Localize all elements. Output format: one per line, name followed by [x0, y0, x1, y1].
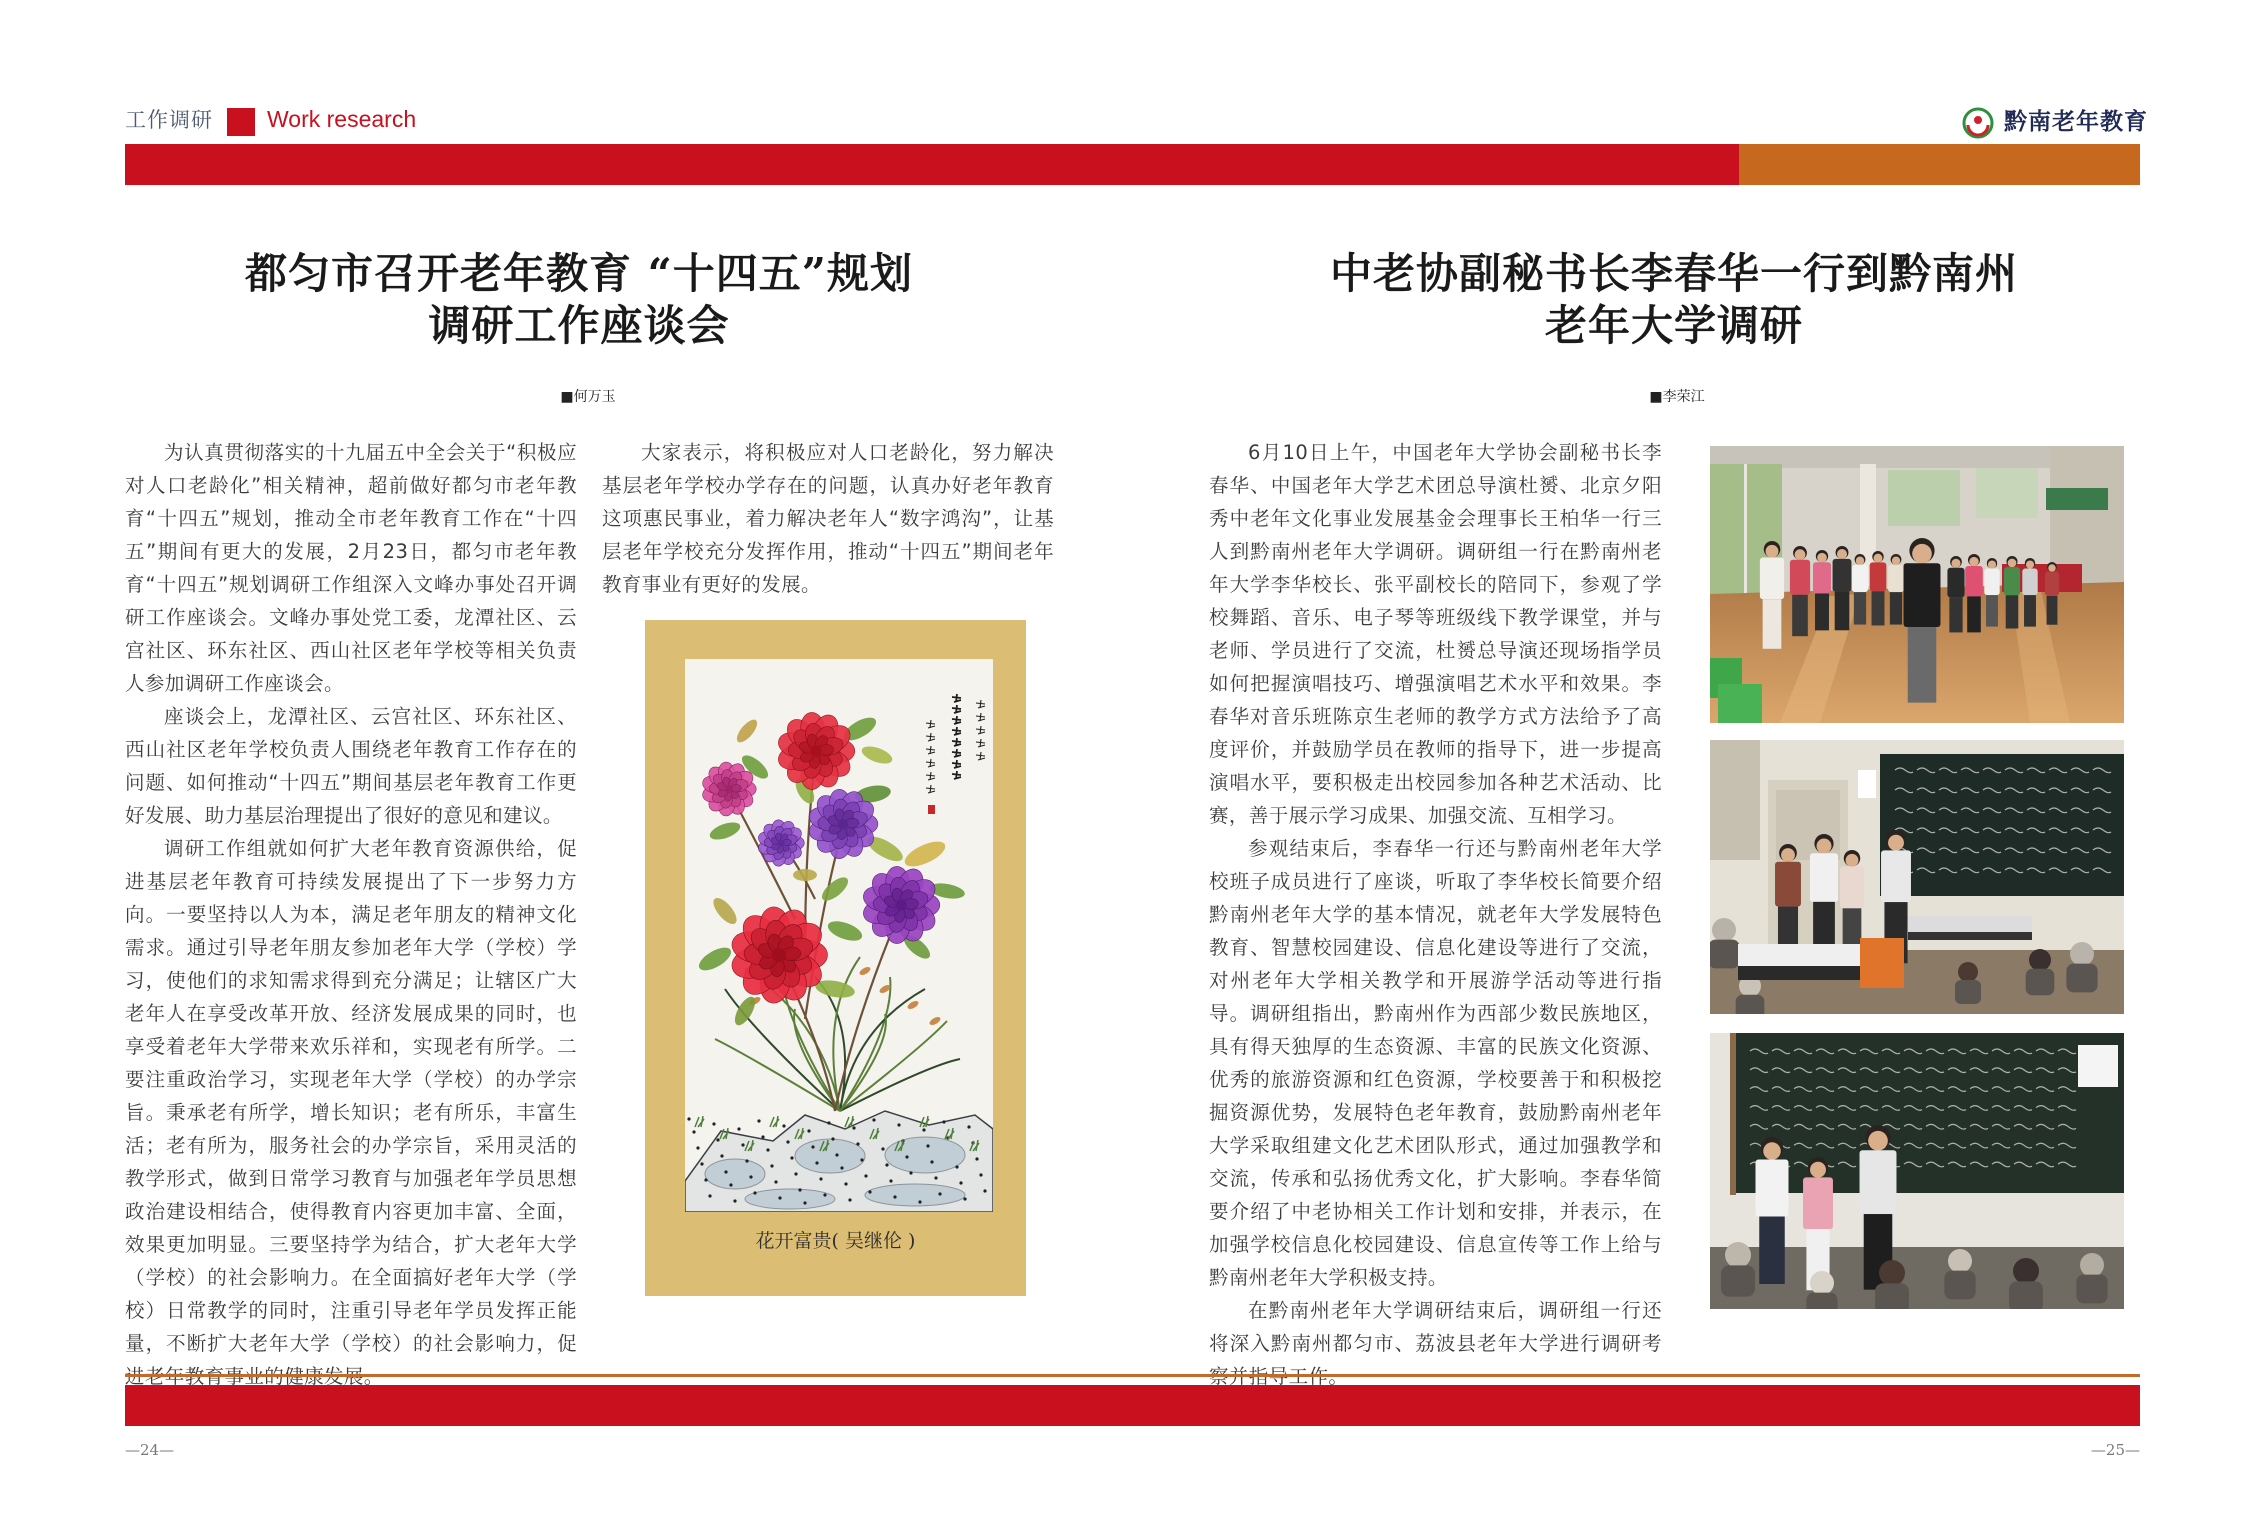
dance-student-legs: [1986, 595, 1998, 627]
dance-student-legs: [1815, 593, 1829, 630]
classroom-talk-photo: [1710, 1033, 2124, 1309]
moss-dot: [959, 1181, 962, 1184]
student-head-shoulders: [2066, 964, 2097, 993]
moss-dot: [798, 1188, 801, 1191]
window-right: [1976, 468, 2038, 518]
dance-teacher-legs: [1908, 627, 1937, 703]
dance-student-torso: [2004, 567, 2020, 595]
moss-dot: [922, 1128, 925, 1131]
audience-head: [2013, 1258, 2039, 1284]
moss-dot: [790, 1156, 793, 1159]
dance-student-legs: [1872, 591, 1885, 625]
dance-student-face: [1856, 557, 1864, 565]
moss-dot: [708, 1194, 711, 1197]
right-article-column: [1209, 436, 1662, 1393]
moss-dot: [983, 1189, 986, 1192]
right-title-line-2: 老年大学调研: [1544, 301, 1803, 350]
moss-dot: [930, 1160, 933, 1163]
student-head: [2070, 942, 2094, 966]
student-head: [1712, 918, 1736, 942]
moss-dot: [848, 1198, 851, 1201]
moss-dot: [934, 1176, 937, 1179]
student-head: [2029, 949, 2051, 971]
moss-dot: [893, 1195, 896, 1198]
moss-dot: [733, 1199, 736, 1202]
moss-dot: [926, 1144, 929, 1147]
audience-head-shoulders: [1944, 1271, 1975, 1300]
moss-dot: [827, 1121, 830, 1124]
dance-student-face: [1795, 549, 1806, 560]
dance-student-legs: [2006, 595, 2019, 628]
dance-student-torso: [1852, 565, 1868, 592]
section-marker-square: [227, 108, 255, 136]
blackboard: [1880, 754, 2124, 896]
moss-dot: [975, 1157, 978, 1160]
moss-dot: [712, 1122, 715, 1125]
moss-dot: [885, 1163, 888, 1166]
red-seal: [928, 805, 935, 814]
section-label-en: Work research: [267, 106, 417, 132]
moss-dot: [774, 1180, 777, 1183]
moss-dot: [905, 1155, 908, 1158]
student-head-shoulders: [2026, 969, 2055, 995]
audience-head: [2080, 1253, 2104, 1277]
moss-dot: [823, 1193, 826, 1196]
dance-class-photo: [1710, 446, 2124, 723]
audience-head-shoulders: [2009, 1281, 2043, 1309]
dance-student-face: [1969, 557, 1978, 566]
dance-student-face: [1766, 545, 1779, 558]
moss-dot: [749, 1175, 752, 1178]
audience-head: [1810, 1271, 1834, 1295]
green-chair: [1718, 684, 1762, 723]
moss-dot: [860, 1158, 863, 1161]
moss-dot: [778, 1196, 781, 1199]
audience-head-shoulders: [1875, 1283, 1909, 1309]
speaker-torso: [1803, 1177, 1833, 1229]
painting-caption: 花开富贵( 吴继伦 ): [755, 1230, 916, 1252]
paragraph: 大家表示，将积极应对人口老龄化，努力解决基层老年学校办学存在的问题，认真办好老年教育这项惠民事业，着力解决老年人“数字鸿沟”，让基层老年学校充分发挥作用，推动“十四五”期间老年教育事业有更好的发展。: [602, 441, 1054, 596]
moss-dot: [889, 1179, 892, 1182]
audience-head-shoulders: [2076, 1275, 2107, 1304]
dance-student-face: [1988, 560, 1996, 568]
moss-dot: [716, 1138, 719, 1141]
moss-dot: [737, 1127, 740, 1130]
speaker-face: [1763, 1142, 1781, 1160]
dance-teacher-torso: [1904, 563, 1941, 627]
painting-frame: [645, 620, 1026, 1296]
moss-dot: [729, 1183, 732, 1186]
moss-dot: [831, 1137, 834, 1140]
dance-student-torso: [2022, 569, 2037, 596]
moss-dot: [700, 1162, 703, 1165]
moss-dot: [687, 1117, 690, 1120]
student-head: [1958, 962, 1978, 982]
footer-rule: [125, 1374, 2140, 1377]
moss-dot: [819, 1177, 822, 1180]
speaker-legs: [1759, 1217, 1785, 1285]
moss-dot: [786, 1140, 789, 1143]
paragraph: 在黔南州老年大学调研结束后，调研组一行还将深入黔南州都匀市、荔波县老年大学进行调研考: [1209, 1299, 1662, 1355]
music-class-person-torso: [1881, 850, 1911, 902]
music-class-person-torso: [1810, 853, 1838, 902]
dance-student-legs: [1792, 595, 1808, 636]
student-head-shoulders: [1955, 980, 1981, 1004]
wall-notice: [1858, 770, 1876, 798]
page-number-right: —25—: [2090, 1441, 2140, 1459]
dance-student-face: [1837, 549, 1847, 559]
dance-student-torso: [1965, 566, 1983, 596]
audience-head: [1948, 1249, 1972, 1273]
moss-dot: [918, 1200, 921, 1203]
moss-dot: [835, 1153, 838, 1156]
dance-student-torso: [1888, 565, 1904, 592]
paragraph: 调研工作组就如何扩大老年教育资源供给，促进基层老年教育可持续发展提出了下一步努力方向。一要坚持以人为本，满足老年朋友的精神文化需求。通过引导老年朋友参加老年大学（学校）学习，使他们的求知需求得到充分满足；让辖区广大老年人在享受改革开放、经济发展成果的同时，也享受着老年大学带来欢乐祥和，实现老有所学。二要注重政治学习，实现老年大学（学校）的办学宗旨。秉承老有所学，增长知识；老有所乐，丰富生活；老有所为，服务社会的办学宗旨，采用灵活的教学形式，做到日常学习教育与加强老年学员思想政治建设相结合，使得教育内容更加丰富、全面，效果更加明显。三要坚持学为结合，扩大老年大学（学校）的社会影响力。在全面搞好老年大学（学校）日常教学的同时，注重引导老年学员发挥正能量，不断扩大老年大学（学校）的社会影响力，促: [125, 837, 577, 1355]
emblem-center-dot: [1974, 116, 1982, 124]
moss-dot: [811, 1145, 814, 1148]
rock-wash: [795, 1139, 865, 1173]
moss-dot: [864, 1174, 867, 1177]
dance-student-torso: [1984, 569, 1999, 596]
keyboard-keys: [1908, 932, 2032, 940]
rock-wash: [865, 1184, 965, 1206]
emblem-icon: [1962, 107, 1994, 139]
student-head-shoulders: [1736, 995, 1765, 1014]
music-class-person-torso: [1775, 862, 1801, 907]
dance-teacher-face: [1912, 544, 1932, 564]
moss-dot: [704, 1178, 707, 1181]
left-article-author: ■何万玉: [560, 389, 616, 405]
moss-dot: [724, 1170, 727, 1173]
dance-student-torso: [1760, 558, 1784, 600]
rock-wash: [745, 1189, 835, 1209]
right-article-title: [1224, 248, 2124, 352]
moss-dot: [963, 1197, 966, 1200]
flower-center: [895, 899, 906, 910]
dance-student-legs: [1949, 597, 1962, 632]
right-title-line-1: 中老协副秘书长李春华一行到黔南州: [1329, 249, 2018, 298]
speaker-face: [1810, 1162, 1826, 1178]
window-center: [1888, 470, 1960, 526]
peony-painting: [685, 659, 993, 1212]
music-class-person-face: [1817, 839, 1832, 854]
dance-student-torso: [1833, 559, 1852, 592]
paragraph: 6月10日上午，中国老年大学协会副秘书长李春华、中国老年大学艺术团总导演杜赟、北京夕阳秀中老年文化事业发展基金会理事长王柏华一行三人到黔南州老年大学调研。调研组一行在黔南州老年大学李华校长、张平副校长的陪同下，参观了学校舞蹈、音乐、电子琴等班级线下教学课堂，并与老师、学员进行了交流，杜赟总导演还现场指学员如何把握演唱技巧、增强演唱艺术水平和效果。李春华对音乐班陈京生老师的教学方式方法给予了高度评价，并鼓励学员在教师的指导下，进一步提高演唱水平，要积极走出校园参加各种艺术活动、比赛，善于展示学习成果、加强交流、互相学习。: [1209, 441, 1662, 827]
header-bar-red: [125, 144, 1739, 185]
dance-student-legs: [2024, 595, 2036, 627]
left-title-line-2: 调研工作座谈会: [428, 301, 730, 350]
moss-dot: [741, 1143, 744, 1146]
right-article-author: ■李荣江: [1649, 389, 1705, 405]
moss-dot: [840, 1166, 843, 1169]
music-class-person-torso: [1840, 867, 1864, 909]
speaker-face: [1868, 1131, 1888, 1151]
moss-dot: [761, 1135, 764, 1138]
orange-vest-student: [1860, 938, 1904, 988]
flower-center: [778, 840, 785, 847]
paragraph: 参观结束后，李春华一行还与黔南州老年大学校班子成员进行了座谈，听取了李华校长简要介绍黔南州老年大学的基本情况，就老年大学发展特色教育、智慧校园建设、信息化建设等进行了交流，对州老年大学相关教学和开展游学活动等进行指导。调研组指出，黔南州作为西部少数民族地区，具有得天独厚的生态资源、丰富的民族文化资源、优秀的旅游资源和红色资源，学校要善于和积极挖掘资源优势，发展特色老年教育，鼓励黔南州老年大学采取组建文化艺术团队形式，通过加强教学和交流，传承和弘扬优秀文化，扩大影响。李春华简要介绍了中老协相关工作计划和安排，并表示，在加强学校信息化校园建设、信息宣传等工作上给与黔南州老年大学积极支持。: [1209, 837, 1662, 1289]
moss-dot: [868, 1190, 871, 1193]
blackboard: [1734, 1033, 2124, 1193]
flower-center: [810, 745, 821, 756]
moss-dot: [745, 1159, 748, 1162]
moss-dot: [720, 1154, 723, 1157]
moss-dot: [909, 1171, 912, 1174]
moss-dot: [872, 1118, 875, 1121]
section-label-cn: 工作调研: [125, 108, 213, 132]
side-panel: [1710, 740, 1760, 860]
left-article-column-2: [602, 436, 1054, 601]
wall-sign: [2078, 1045, 2118, 1087]
left-article-column-1: [125, 436, 577, 1393]
moss-dot: [794, 1172, 797, 1175]
dance-student-face: [1951, 559, 1960, 568]
moss-dot: [757, 1119, 760, 1122]
moss-dot: [881, 1147, 884, 1150]
dance-student-torso: [1947, 568, 1964, 598]
moss-dot: [967, 1125, 970, 1128]
moss-dot: [803, 1201, 806, 1204]
dance-student-torso: [1870, 562, 1887, 591]
rock-wash: [705, 1159, 765, 1189]
header-bar-orange: [1739, 144, 2140, 185]
moss-dot: [938, 1192, 941, 1195]
dance-student-legs: [1763, 599, 1782, 649]
paragraph: 座谈会上，龙潭社区、云宫社区、环东社区、西山社区老年学校负责人围绕老年教育工作存在的问题、如何推动“十四五”期间基层老年教育工作更好发展、助力基层治理提出了很好的意见和建议。: [125, 705, 577, 827]
dance-student-face: [2026, 560, 2034, 568]
wall-banner: [2046, 488, 2108, 510]
dance-student-face: [1817, 553, 1827, 563]
dance-student-face: [2048, 564, 2055, 571]
moss-dot: [844, 1182, 847, 1185]
moss-dot: [766, 1148, 769, 1151]
window-frame: [1744, 464, 1747, 594]
rock-wash: [885, 1137, 965, 1173]
moss-dot: [692, 1130, 695, 1133]
audience-head-shoulders: [1721, 1265, 1755, 1296]
moss-dot: [770, 1164, 773, 1167]
dance-student-legs: [1967, 596, 1981, 632]
audience-head: [1725, 1242, 1751, 1268]
moss-dot: [897, 1123, 900, 1126]
footer-bar-red: [125, 1385, 2140, 1426]
dance-student-torso: [1790, 560, 1810, 595]
moss-dot: [979, 1173, 982, 1176]
moss-dot: [807, 1129, 810, 1132]
dance-student-legs: [1835, 592, 1850, 631]
flower-center: [772, 948, 786, 962]
moss-dot: [696, 1146, 699, 1149]
paragraph: 为认真贯彻落实的十九届五中全会关于“积极应对人口老龄化”相关精神，超前做好都匀市老年教育“十四五”规划，推动全市老年教育工作在“十四五”期间有更大的发展，2月23日，都匀市老年教育“十四五”规划调研工作组深入文峰办事处召开调研工作座谈会。文峰办事处党工委，龙潭社区、云宫社区、环东社区、西山社区老年学校等相关负责人参加调研工作座谈会。: [125, 441, 577, 695]
music-class-person-face: [1781, 848, 1795, 862]
dance-student-legs: [2047, 596, 2058, 625]
dance-student-torso: [1813, 562, 1831, 593]
moss-dot: [753, 1191, 756, 1194]
dance-student-face: [2008, 559, 2017, 568]
peony-leaf: [793, 869, 817, 881]
audience-head: [1879, 1260, 1905, 1286]
dance-student-face: [1874, 554, 1883, 563]
flower-center: [838, 819, 848, 829]
dance-student-legs: [1854, 592, 1866, 624]
moss-dot: [852, 1126, 855, 1129]
music-class-photo: [1710, 740, 2124, 1014]
flower-center: [725, 785, 733, 793]
moss-dot: [955, 1165, 958, 1168]
logo-text: 黔南老年教育: [2004, 109, 2148, 135]
moss-dot: [942, 1120, 945, 1123]
left-article-title: [140, 248, 1018, 352]
dance-student-face: [1892, 557, 1900, 565]
music-class-person-face: [1888, 835, 1904, 851]
speaker-torso: [1756, 1160, 1789, 1217]
moss-dot: [782, 1124, 785, 1127]
blackboard-frame: [1730, 1033, 1736, 1195]
keyboard-keys: [1738, 966, 1874, 980]
student-head-shoulders: [1710, 940, 1740, 969]
moss-dot: [856, 1142, 859, 1145]
dance-student-torso: [2045, 572, 2059, 596]
moss-dot: [815, 1161, 818, 1164]
page-number-left: —24—: [125, 1441, 175, 1459]
left-title-line-1: 都匀市召开老年教育 “十四五”规划: [245, 249, 913, 298]
audience-head-shoulders: [1806, 1293, 1837, 1309]
music-class-person-face: [1846, 854, 1859, 867]
speaker-torso: [1860, 1150, 1897, 1214]
dance-student-legs: [1890, 592, 1902, 624]
